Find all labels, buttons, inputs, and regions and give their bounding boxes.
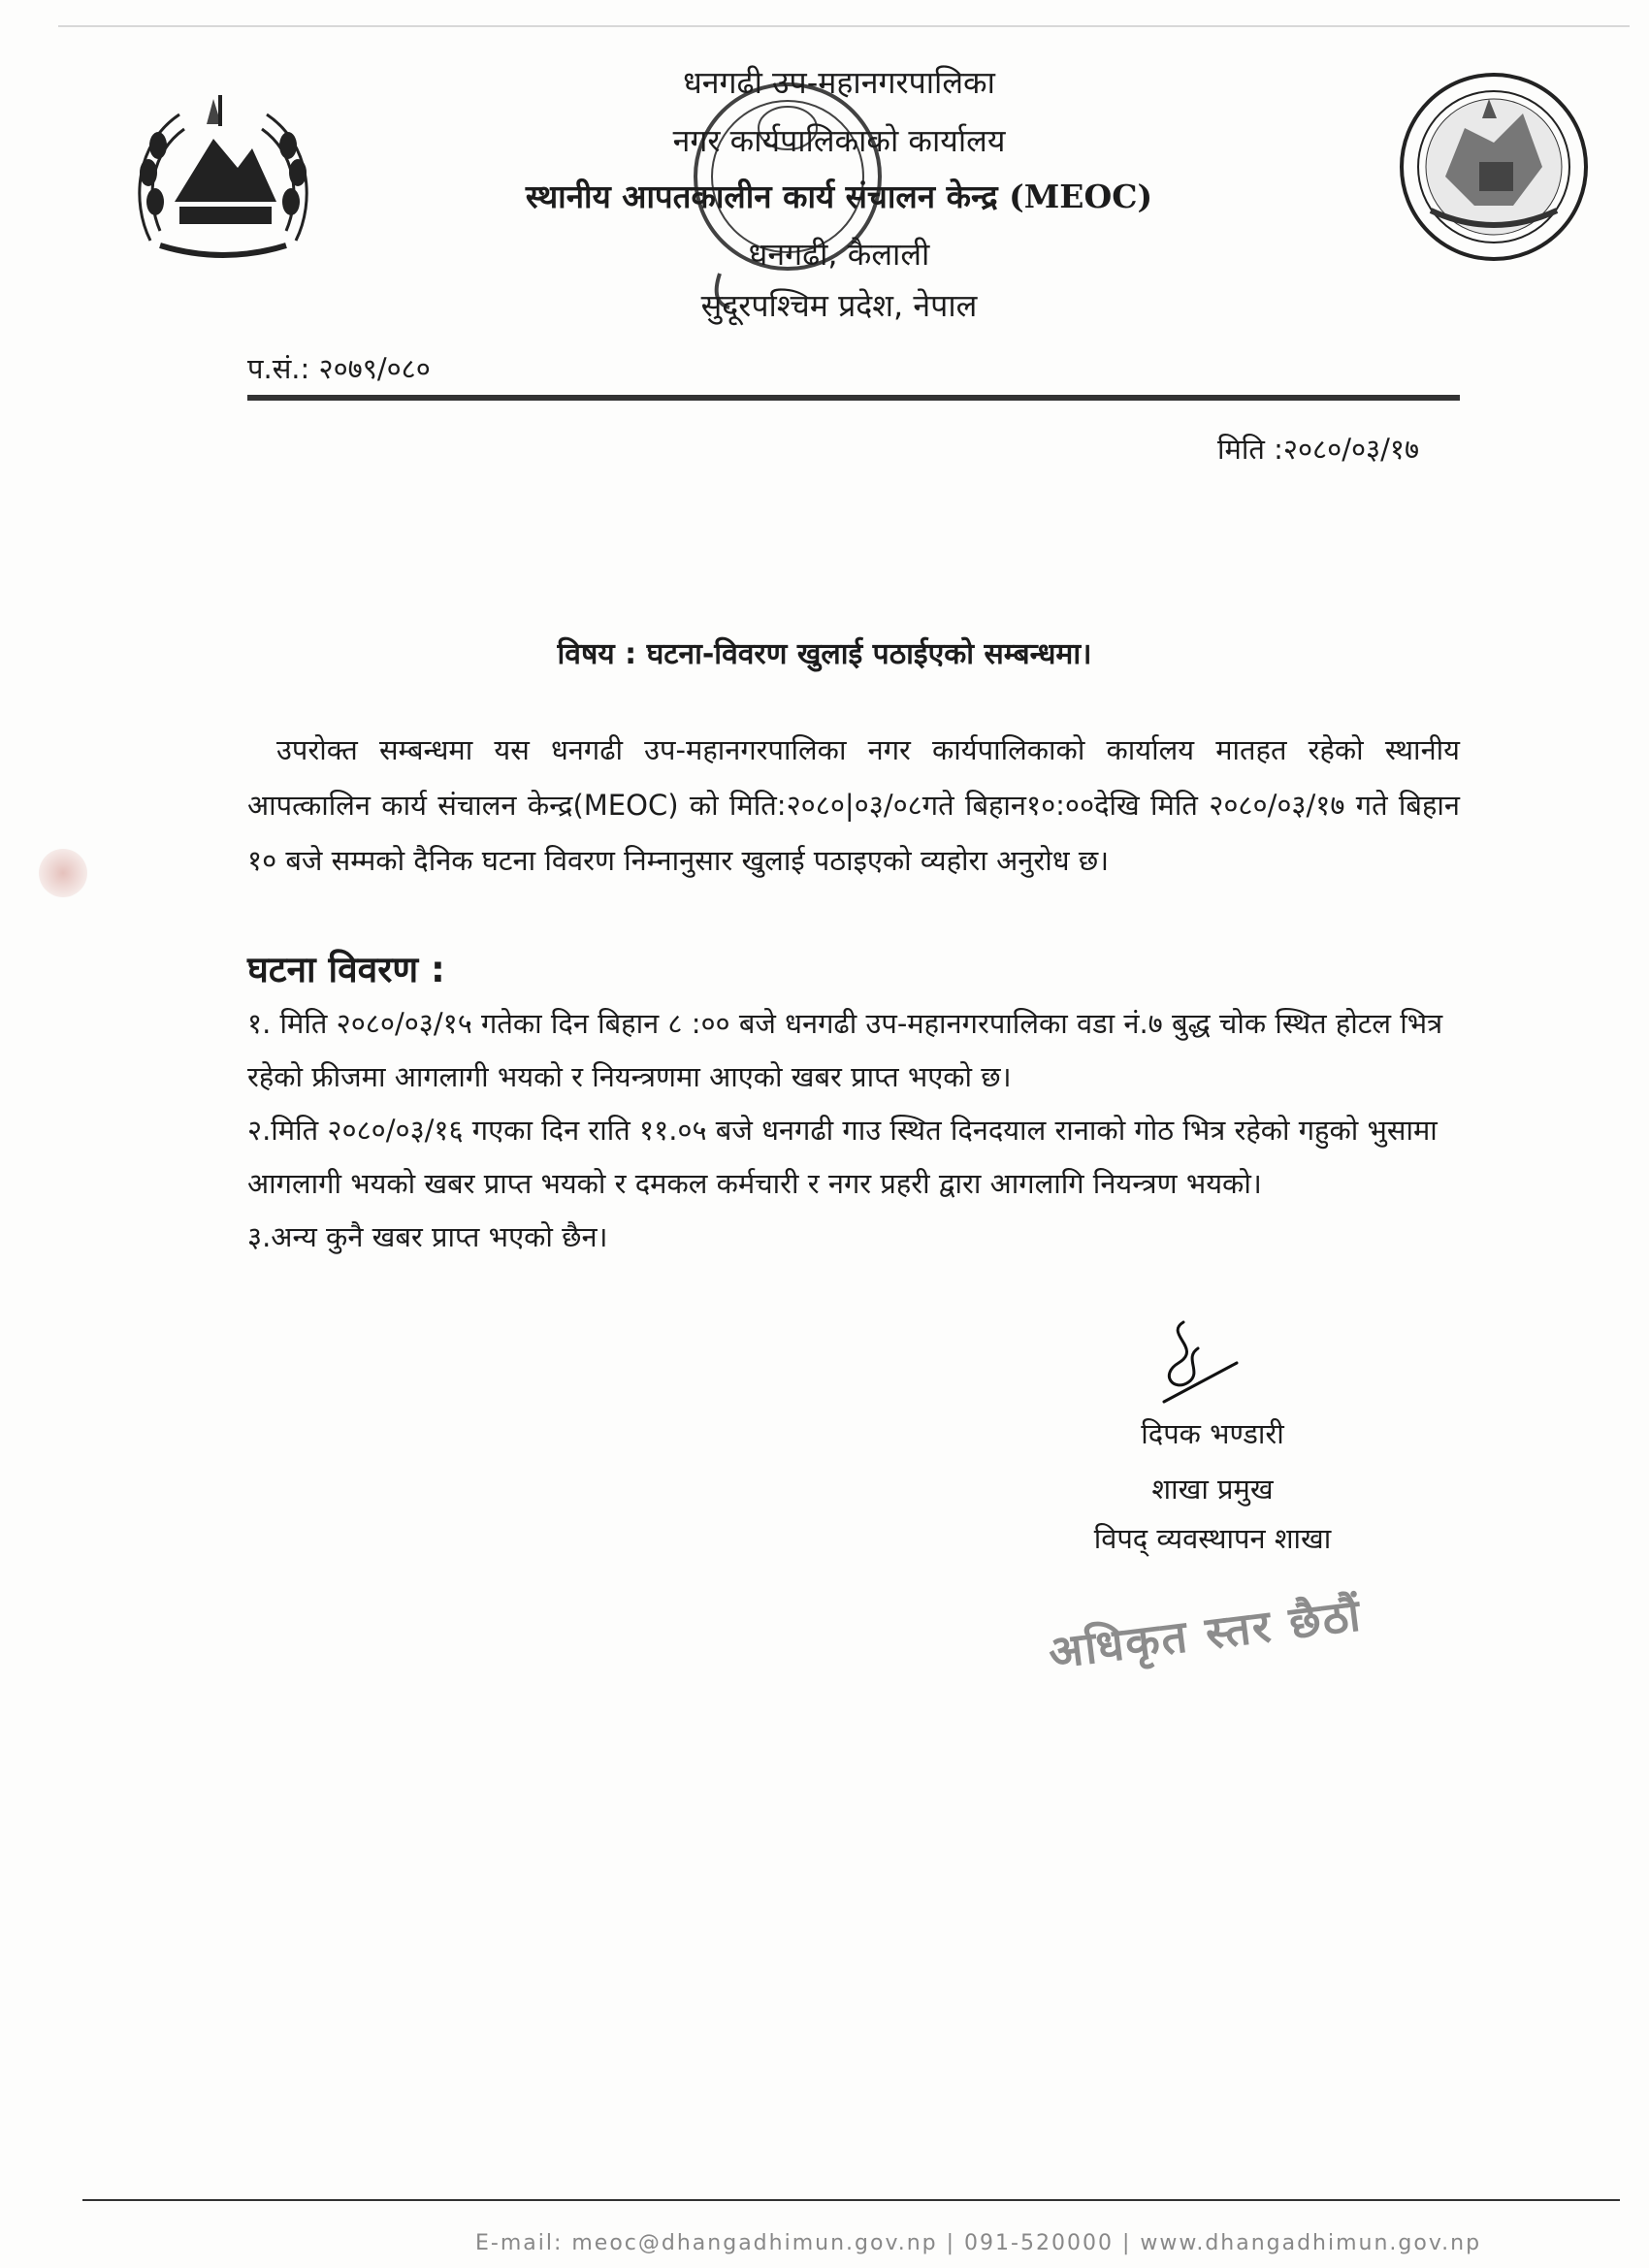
reference-number: प.सं.: २०७९/०८० — [247, 352, 431, 385]
nepal-government-emblem-icon — [121, 85, 325, 270]
top-edge-line — [58, 25, 1630, 27]
signatory-name: दिपक भण्डारी — [1141, 1417, 1284, 1450]
letter-subject: विषय : घटना-विवरण खुलाई पठाईएको सम्बन्धमा। — [557, 637, 1092, 671]
paper-smudge — [39, 849, 87, 897]
province-line: सुदूरपश्चिम प्रदेश, नेपाल — [700, 287, 978, 324]
footer-divider — [82, 2199, 1620, 2201]
incident-item-1: १. मिति २०८०/०३/१५ गतेका दिन बिहान ८ :०० बजे धनगढी उप-महानगरपालिका वडा नं.७ बुद्ध चोक स्थित होटल भित्र रहेको फ्रीजमा आगलागी भयको र नियन्त्रणमा आएको खबर प्राप्त भएको छ। — [247, 1007, 1443, 1093]
handwritten-signature-icon — [1145, 1314, 1242, 1411]
incident-section-title: घटना विवरण : — [247, 949, 445, 990]
signatory-department: विपद् व्यवस्थापन शाखा — [1093, 1522, 1332, 1555]
letter-date: मिति :२०८०/०३/१७ — [1217, 433, 1420, 466]
signatory-title: शाखा प्रमुख — [1151, 1473, 1274, 1506]
incident-list — [247, 997, 1499, 1264]
district-line: धनगढी, कैलाली — [748, 236, 930, 273]
office-subtitle-line: नगर कार्यपालिकाको कार्यालय — [672, 122, 1006, 159]
header-divider — [247, 395, 1460, 401]
rank-rubber-stamp: अधिकृत स्तर छैठौं — [1046, 1588, 1365, 1679]
meoc-title: स्थानीय आपतकालीन कार्य संचालन केन्द्र (MEOC) — [525, 178, 1153, 215]
body-paragraph: उपरोक्त सम्बन्धमा यस धनगढी उप-महानगरपालिका नगर कार्यपालिकाको कार्यालय मातहत रहेको स्थानीय आपत्कालिन कार्य संचालन केन्द्र(MEOC) को मिति:२०८०|०३/०८गते बिहान१०:००देखि मिति २०८०/०३/१७ गते बिहान १० बजे सम्मको दैनिक घटना विवरण निम्नानुसार खुलाई पठाइएको व्यहोरा अनुरोध छ। — [247, 733, 1460, 877]
incident-item-2: २.मिति २०८०/०३/१६ गएका दिन राति ११.०५ बजे धनगढी गाउ स्थित दिनदयाल रानाको गोठ भित्र रहेको गहुको भुसामा आगलागी भयको खबर प्राप्त भयको र दमकल कर्मचारी र नगर प्रहरी द्वारा आगलागि नियन्त्रण भयको। — [247, 1114, 1438, 1200]
municipality-seal-icon — [1397, 70, 1591, 264]
footer-contact: E-mail: meoc@dhangadhimun.gov.np | 091-520000 | www.dhangadhimun.gov.np — [475, 2231, 1482, 2255]
office-name-line: धनगढी उप-महानगरपालिका — [683, 64, 995, 101]
incident-item-3: ३.अन्य कुनै खबर प्राप्त भएको छैन। — [247, 1220, 608, 1253]
